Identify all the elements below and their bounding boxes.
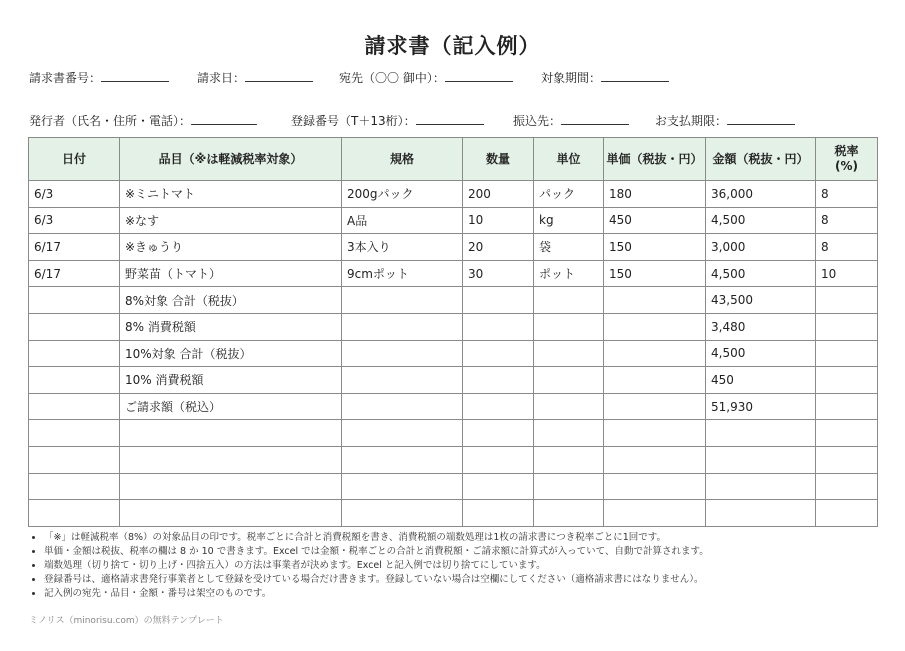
cell-item[interactable]: 8% 消費税額 — [120, 313, 342, 340]
field-label: 登録番号（T＋13桁）： — [291, 114, 416, 128]
cell-date[interactable] — [29, 313, 120, 340]
cell-spec[interactable] — [342, 500, 463, 527]
cell-date[interactable]: 6/17 — [29, 260, 120, 287]
cell-unit[interactable] — [534, 313, 604, 340]
table-row — [29, 420, 878, 447]
invoice-date-field[interactable] — [197, 69, 313, 86]
table-row — [29, 234, 878, 261]
notes-list — [28, 531, 888, 601]
cell-amount[interactable]: 43,500 — [706, 287, 816, 314]
period-field[interactable] — [541, 69, 669, 86]
cell-tax-rate[interactable] — [816, 313, 878, 340]
field-label: 宛先（〇〇 御中）： — [339, 71, 445, 85]
cell-tax-rate[interactable] — [816, 446, 878, 473]
cell-unit[interactable] — [534, 446, 604, 473]
cell-spec[interactable] — [342, 367, 463, 394]
cell-quantity[interactable] — [463, 500, 534, 527]
note-item: • 端数処理（切り捨て・切り上げ・四捨五入）の方法は事業者が決めます。Excel と記入例では切り捨てにしています。 — [44, 559, 888, 573]
table-row — [29, 367, 878, 394]
cell-spec[interactable]: A品 — [342, 207, 463, 234]
cell-spec[interactable] — [342, 473, 463, 500]
cell-unit[interactable] — [534, 500, 604, 527]
column-header-quantity: 数量 — [463, 138, 534, 181]
cell-unit-price[interactable]: 150 — [604, 234, 706, 261]
field-label: 発行者（氏名・住所・電話）： — [29, 114, 192, 128]
field-blank-line[interactable] — [445, 69, 513, 82]
table-row — [29, 260, 878, 287]
table-row — [29, 393, 878, 420]
field-label: 対象期間： — [541, 71, 602, 85]
page-title: 請求書（記入例） — [364, 34, 541, 58]
cell-quantity[interactable]: 200 — [463, 181, 534, 208]
cell-unit[interactable] — [534, 473, 604, 500]
cell-tax-rate[interactable]: 10 — [816, 260, 878, 287]
cell-quantity[interactable]: 20 — [463, 234, 534, 261]
column-header-amount: 金額（税抜・円） — [706, 138, 816, 181]
cell-date[interactable] — [29, 446, 120, 473]
cell-amount[interactable] — [706, 446, 816, 473]
bank-account-field[interactable] — [513, 112, 629, 129]
invoice-number-field[interactable] — [29, 69, 169, 86]
field-blank-line[interactable] — [101, 69, 169, 82]
cell-spec[interactable]: 200gパック — [342, 181, 463, 208]
column-header-unit-price: 単価（税抜・円） — [604, 138, 706, 181]
invoice-table — [28, 137, 878, 527]
cell-unit-price[interactable] — [604, 393, 706, 420]
note-item: • 記入例の宛先・品目・金額・番号は架空のものです。 — [44, 587, 888, 601]
cell-item[interactable]: 10% 消費税額 — [120, 367, 342, 394]
cell-item[interactable] — [120, 473, 342, 500]
cell-amount[interactable]: 51,930 — [706, 393, 816, 420]
cell-date[interactable] — [29, 367, 120, 394]
cell-quantity[interactable] — [463, 420, 534, 447]
column-header-item: 品目（※は軽減税率対象） — [120, 138, 342, 181]
cell-spec[interactable]: 3本入り — [342, 234, 463, 261]
cell-tax-rate[interactable]: 8 — [816, 181, 878, 208]
table-header-row — [29, 138, 878, 181]
cell-quantity[interactable] — [463, 473, 534, 500]
cell-quantity[interactable]: 30 — [463, 260, 534, 287]
cell-quantity[interactable] — [463, 340, 534, 367]
cell-quantity[interactable] — [463, 393, 534, 420]
cell-unit[interactable] — [534, 393, 604, 420]
cell-unit[interactable] — [534, 367, 604, 394]
cell-unit[interactable]: 袋 — [534, 234, 604, 261]
cell-amount[interactable] — [706, 500, 816, 527]
column-header-date: 日付 — [29, 138, 120, 181]
cell-spec[interactable] — [342, 287, 463, 314]
cell-item[interactable]: ご請求額（税込） — [120, 393, 342, 420]
field-blank-line[interactable] — [416, 112, 484, 125]
cell-quantity[interactable] — [463, 313, 534, 340]
cell-quantity[interactable] — [463, 287, 534, 314]
cell-unit-price[interactable] — [604, 367, 706, 394]
cell-unit[interactable] — [534, 340, 604, 367]
cell-tax-rate[interactable]: 8 — [816, 234, 878, 261]
cell-amount[interactable]: 36,000 — [706, 181, 816, 208]
cell-spec[interactable] — [342, 393, 463, 420]
cell-item[interactable]: 10%対象 合計（税抜） — [120, 340, 342, 367]
note-item: • 登録番号は、適格請求書発行事業者として登録を受けている場合だけ書きます。登録していない場合は空欄にしてください（適格請求書にはなりません）。 — [44, 573, 888, 587]
field-blank-line[interactable] — [191, 112, 257, 125]
issuer-field[interactable] — [29, 112, 257, 129]
notes-section — [28, 531, 888, 601]
cell-unit-price[interactable]: 180 — [604, 181, 706, 208]
cell-unit-price[interactable] — [604, 500, 706, 527]
table-row — [29, 500, 878, 527]
cell-amount[interactable]: 4,500 — [706, 260, 816, 287]
cell-spec[interactable] — [342, 340, 463, 367]
cell-unit-price[interactable] — [604, 446, 706, 473]
cell-tax-rate[interactable] — [816, 473, 878, 500]
cell-date[interactable] — [29, 393, 120, 420]
cell-spec[interactable]: 9cmポット — [342, 260, 463, 287]
note-item: • 「※」は軽減税率（8%）の対象品目の印です。税率ごとに合計と消費税額を書き、消費税額の端数処理は1枚の請求書につき税率ごとに1回です。 — [44, 531, 888, 545]
cell-spec[interactable] — [342, 313, 463, 340]
registration-number-field[interactable] — [291, 112, 484, 129]
cell-amount[interactable]: 3,480 — [706, 313, 816, 340]
cell-unit[interactable] — [534, 287, 604, 314]
cell-unit[interactable] — [534, 420, 604, 447]
field-label: お支払期限： — [655, 114, 728, 128]
cell-unit-price[interactable]: 450 — [604, 207, 706, 234]
cell-quantity[interactable] — [463, 446, 534, 473]
cell-amount[interactable]: 4,500 — [706, 340, 816, 367]
cell-date[interactable]: 6/17 — [29, 234, 120, 261]
column-header-unit: 単位 — [534, 138, 604, 181]
cell-unit[interactable]: ポット — [534, 260, 604, 287]
cell-date[interactable]: 6/3 — [29, 181, 120, 208]
cell-spec[interactable] — [342, 446, 463, 473]
cell-spec[interactable] — [342, 420, 463, 447]
cell-date[interactable] — [29, 500, 120, 527]
cell-item[interactable] — [120, 500, 342, 527]
table-row — [29, 287, 878, 314]
cell-tax-rate[interactable] — [816, 393, 878, 420]
cell-unit-price[interactable] — [604, 473, 706, 500]
field-blank-line[interactable] — [727, 112, 795, 125]
column-header-tax-rate: 税率 (%) — [816, 138, 878, 181]
cell-amount[interactable] — [706, 420, 816, 447]
cell-amount[interactable] — [706, 473, 816, 500]
cell-item[interactable]: ※ミニトマト — [120, 181, 342, 208]
cell-date[interactable] — [29, 287, 120, 314]
cell-amount[interactable]: 450 — [706, 367, 816, 394]
field-blank-line[interactable] — [245, 69, 313, 82]
field-label: 請求書番号： — [29, 71, 102, 85]
note-item: • 単価・金額は税抜、税率の欄は 8 か 10 で書きます。Excel では金額・税率ごとの合計と消費税額・ご請求額に計算式が入っていて、自動で計算されます。 — [44, 545, 888, 559]
cell-unit-price[interactable] — [604, 287, 706, 314]
cell-date[interactable] — [29, 420, 120, 447]
cell-quantity[interactable]: 10 — [463, 207, 534, 234]
cell-unit-price[interactable] — [604, 340, 706, 367]
cell-item[interactable] — [120, 446, 342, 473]
footer-credit: ミノリス（minorisu.com）の無料テンプレート — [29, 616, 224, 626]
table-row — [29, 340, 878, 367]
table-row — [29, 181, 878, 208]
table-row — [29, 473, 878, 500]
cell-item[interactable] — [120, 420, 342, 447]
cell-date[interactable] — [29, 473, 120, 500]
cell-amount[interactable]: 4,500 — [706, 207, 816, 234]
column-header-spec: 規格 — [342, 138, 463, 181]
due-date-field[interactable] — [655, 112, 795, 129]
cell-unit-price[interactable] — [604, 420, 706, 447]
field-label: 振込先： — [513, 114, 562, 128]
table-row — [29, 446, 878, 473]
table-row — [29, 207, 878, 234]
cell-unit[interactable]: パック — [534, 181, 604, 208]
cell-amount[interactable]: 3,000 — [706, 234, 816, 261]
table-row — [29, 313, 878, 340]
cell-tax-rate[interactable] — [816, 500, 878, 527]
cell-item[interactable]: ※きゅうり — [120, 234, 342, 261]
cell-tax-rate[interactable]: 8 — [816, 207, 878, 234]
cell-item[interactable]: 8%対象 合計（税抜） — [120, 287, 342, 314]
cell-item[interactable]: 野菜苗（トマト） — [120, 260, 342, 287]
cell-date[interactable] — [29, 340, 120, 367]
cell-unit-price[interactable]: 150 — [604, 260, 706, 287]
recipient-field[interactable] — [339, 69, 513, 86]
cell-tax-rate[interactable] — [816, 340, 878, 367]
cell-unit-price[interactable] — [604, 313, 706, 340]
cell-tax-rate[interactable] — [816, 287, 878, 314]
field-blank-line[interactable] — [561, 112, 629, 125]
cell-unit[interactable]: kg — [534, 207, 604, 234]
field-blank-line[interactable] — [601, 69, 669, 82]
field-label: 請求日： — [197, 71, 246, 85]
cell-date[interactable]: 6/3 — [29, 207, 120, 234]
cell-tax-rate[interactable] — [816, 420, 878, 447]
cell-tax-rate[interactable] — [816, 367, 878, 394]
cell-quantity[interactable] — [463, 367, 534, 394]
cell-item[interactable]: ※なす — [120, 207, 342, 234]
